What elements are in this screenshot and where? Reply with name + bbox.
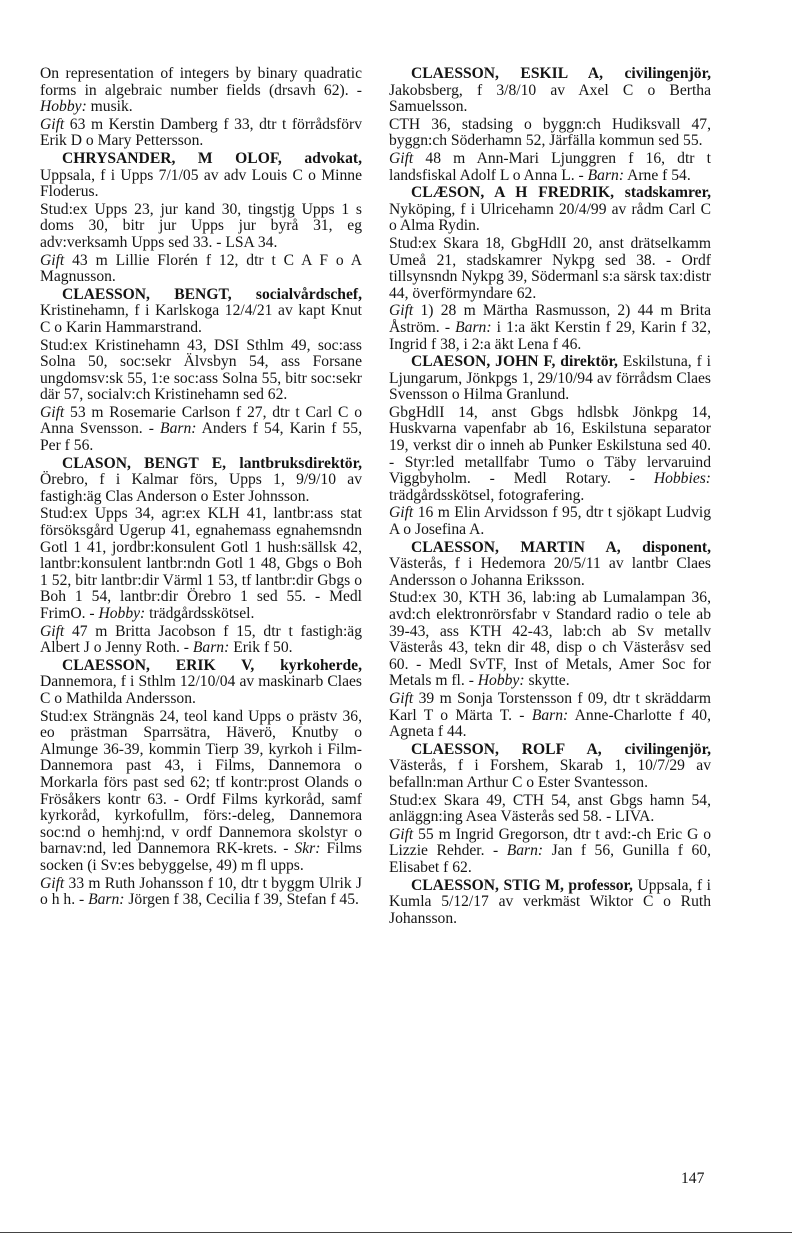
entry-text: i 1:a äkt Kerstin f 29, Karin f 32, Ingrid f 38, i 2:a äkt Lena f 46.: [389, 318, 711, 353]
biography-entry: [389, 354, 711, 404]
entry-heading: CLAESSON, STIG M, professor,: [411, 876, 633, 894]
entry-paragraph: [40, 506, 362, 622]
biography-entry: [40, 658, 362, 708]
entry-paragraph: [40, 338, 362, 404]
field-label: Hobby:: [40, 98, 87, 116]
entry-text: 48 m Ann-Mari Ljunggren f 16, dtr t landsfiskal Adolf L o Anna L. -: [389, 149, 711, 184]
field-label: Barn:: [587, 166, 625, 184]
entry-text: skytte.: [524, 672, 570, 690]
entry-paragraph: [389, 236, 711, 302]
field-label: Skr:: [294, 840, 321, 858]
field-label: Barn:: [506, 842, 544, 860]
entry-heading: CLAESSON, ESKIL A, civilingenjör,: [411, 65, 711, 82]
entry-text: Erik f 50.: [229, 639, 293, 657]
field-label: Barn:: [160, 420, 197, 438]
field-label: Hobby:: [98, 605, 146, 622]
entry-text: Stud:ex Skara 49, CTH 54, anst Gbgs hamn 54, anläggn:ing Asea Västerås sed 58. - LIVA.: [389, 791, 711, 826]
bottom-rule: [0, 1232, 792, 1233]
entry-text: musik.: [86, 98, 133, 116]
entry-text: Stud:ex 30, KTH 36, lab:ing ab Lumalampan 36, avd:ch elektronrörsfabr v Standard radio o tele ab 39-43, ass KTH 42-43, lab:ch ab Sv metallv Västerås 43, tekn dir 48, disp o ch Västeråsv sed 60. - Medl SvTF, Inst of Metals, Amer Soc for Metals m fl. -: [389, 589, 711, 690]
entry-text: trädgårdsskötsel.: [145, 605, 255, 622]
entry-text: Jakobsberg, f 3/8/10 av Axel C o Bertha Samuelsson.: [389, 81, 711, 116]
biography-entry: [40, 287, 362, 337]
entry-paragraph: [40, 202, 362, 252]
field-label: Barn:: [531, 706, 569, 724]
biography-entry: [389, 185, 711, 235]
field-label: Barn:: [88, 891, 125, 909]
biography-entry: [389, 540, 711, 590]
field-label: Hobby:: [477, 672, 525, 690]
field-label: Hobbies:: [653, 470, 711, 488]
entry-text: GbgHdlI 14, anst Gbgs hdlsbk Jönkpg 14, Huskvarna vapenfabr ab 16, Eskilstuna separator 19, verkst dir o inneh ab Punker Eskilstuna sed 40. - Styr:led metallfabr Tumo o Täby lervaruind Viggbyholm. - Medl Rotary. -: [389, 403, 711, 488]
biography-entry: [389, 742, 711, 792]
entry-paragraph: [389, 691, 711, 741]
entry-text: 33 m Ruth Johansson f 10, dtr t byggm Ulrik J o h h. -: [40, 874, 362, 909]
entry-text: Films socken (i Sv:es bebyggelse, 49) m fl upps.: [40, 840, 363, 874]
entry-text: CTH 36, stadsing o byggn:ch Hudiksvall 47, byggn:ch Söderhamn 52, Järfälla kommun sed 55.: [389, 115, 711, 150]
entry-heading: CLAESSON, ERIK V, kyrkoherde,: [62, 656, 362, 674]
biography-entry: [40, 456, 362, 506]
entry-text: Kristinehamn, f i Karlskoga 12/4/21 av kapt Knut C o Karin Hammarstrand.: [40, 302, 362, 336]
entry-text: Stud:ex Upps 23, jur kand 30, tingstjg Upps 1 s doms 30, bitr jur Upps jur byrå 31, eg adv:verksamh Upps sed 33. - LSA 34.: [40, 200, 362, 251]
entry-paragraph: [389, 405, 711, 505]
field-label: Gift: [40, 115, 65, 133]
entry-paragraph: [389, 303, 711, 353]
entry-text: Stud:ex Kristinehamn 43, DSI Sthlm 49, soc:ass Solna 50, soc:sekr Älvsbyn 54, ass Forsane ungdomsv:sk 55, 1:e soc:ass Solna 55, bitr soc:sekr där 57, socialv:ch Kristinehamn sed 62.: [40, 336, 362, 404]
right-column: [389, 66, 711, 927]
field-label: Gift: [40, 403, 65, 421]
biography-entry: [40, 151, 362, 201]
field-label: Gift: [40, 251, 65, 269]
entry-heading: CHRYSANDER, M OLOF, advokat,: [62, 149, 362, 167]
entry-heading: CLAESSON, ROLF A, civilingenjör,: [411, 740, 711, 758]
entry-text: Stud:ex Strängnäs 24, teol kand Upps o prästv 36, eo prästman Sparrsätra, Häverö, Knutby o Almunge 36-39, kommin Tierp 39, kyrkoh i Film-Dannemora past 43, i Films, Dannemora o Morkarla förs past sed 62; tf kontr:prost Olands o Frösåkers kontr 63. - Ordf Films kyrkoråd, samf kyrkoråd, kyrkofullm, förs:-deleg, Dannemora soc:nd o hemhj:nd, v ordf Dannemora skolstyr o barnav:nd, led Dannemora RK-krets. -: [40, 707, 362, 858]
entry-heading: CLAESON, JOHN F, direktör,: [411, 353, 618, 371]
biography-entry: [389, 66, 711, 116]
entry-heading: CLAESSON, MARTIN A, disponent,: [411, 538, 711, 556]
entry-paragraph: [40, 876, 362, 909]
entry-paragraph: [389, 117, 711, 150]
field-label: Gift: [40, 874, 65, 892]
entry-text: Uppsala, f i Upps 7/1/05 av adv Louis C o Minne Floderus.: [40, 166, 362, 201]
entry-text: 63 m Kerstin Damberg f 33, dtr t förrådsförv Erik D o Mary Pettersson.: [40, 115, 362, 150]
entry-text: Örebro, f i Kalmar förs, Upps 1, 9/9/10 av fastigh:äg Clas Anderson o Ester Johnsson.: [40, 471, 362, 505]
entry-text: Västerås, f i Hedemora 20/5/11 av lantbr Claes Andersson o Johanna Eriksson.: [389, 555, 711, 589]
entry-paragraph: [40, 117, 362, 150]
entry-text: Stud:ex Upps 34, agr:ex KLH 41, lantbr:ass stat försöksgård Ugerup 41, egnahemass egnahemsndn Gotl 1 41, jordbr:konsulent Gotl 1 hush:sällsk 42, lantbr:konsulent lantbr:ndn Gotl 1 48, Gbgs o Boh 1 52, bitr lantbr:dir Värml 1 53, tf lantbr:dir Gbgs o Boh 1 54, lantbr:dir Örebro 1 sed 55. - Medl FrimO. -: [40, 505, 362, 622]
entry-text: Uppsala, f i Kumla 5/12/17 av verkmäst Wiktor C o Ruth Johansson.: [389, 876, 711, 927]
entry-text: Arne f 54.: [624, 166, 691, 184]
entry-text: 53 m Rosemarie Carlson f 27, dtr t Carl C o Anna Svensson. -: [40, 403, 362, 438]
entry-paragraph: [389, 793, 711, 826]
entry-text: Jörgen f 38, Cecilia f 39, Stefan f 45.: [124, 891, 359, 909]
entry-text: On representation of integers by binary quadratic forms in algebraic number fields (drsavh 62). -: [40, 65, 362, 99]
entry-heading: CLÆSON, A H FREDRIK, stadskamrer,: [411, 184, 711, 202]
field-label: Barn:: [455, 318, 492, 336]
entry-text: Västerås, f i Forshem, Skarab 1, 10/7/29 av befalln:man Arthur C o Ester Svantesson.: [389, 757, 711, 791]
entry-text: 55 m Ingrid Gregorson, dtr t avd:-ch Eric G o Lizzie Rehder. -: [389, 825, 711, 860]
entry-text: Nyköping, f i Ulricehamn 20/4/99 av rådm Carl C o Alma Rydin.: [389, 200, 711, 235]
entry-text: Stud:ex Skara 18, GbgHdlI 20, anst drätselkamm Umeå 21, stadskamrer Nykpg sed 38. - Ordf tillsynsndn Nykpg 39, Södermanl s:a särsk tax:distr 44, överförmyndare 62.: [389, 234, 711, 302]
entry-paragraph: [389, 505, 711, 538]
entry-text: 39 m Sonja Torstensson f 09, dtr t skräddarm Karl T o Märta T. -: [389, 689, 711, 724]
field-label: Gift: [389, 825, 414, 843]
entry-text: Anne-Charlotte f 40, Agneta f 44.: [389, 706, 711, 741]
page-number: 147: [681, 1170, 705, 1187]
entry-heading: CLASON, BENGT E, lantbruksdirektör,: [62, 454, 362, 472]
biography-entry: [389, 878, 711, 928]
entry-text: 47 m Britta Jacobson f 15, dtr t fastigh:äg Albert J o Jenny Roth. -: [40, 622, 362, 657]
entry-text: Jan f 56, Gunilla f 60, Elisabet f 62.: [389, 842, 711, 876]
entry-text: Eskilstuna, f i Ljungarum, Jönkpgs 1, 29/10/94 av förrådsm Claes Svensson o Hilma Granlund.: [389, 353, 711, 404]
entry-text: Anders f 54, Karin f 55, Per f 56.: [40, 420, 362, 455]
field-label: Gift: [389, 302, 414, 320]
entry-text: 1) 28 m Märtha Rasmusson, 2) 44 m Brita Åström. -: [389, 302, 711, 336]
entry-paragraph: [40, 66, 362, 116]
field-label: Gift: [389, 689, 414, 707]
entry-text: Dannemora, f i Sthlm 12/10/04 av maskinarb Claes C o Mathilda Andersson.: [40, 673, 362, 707]
entry-heading: CLAESSON, BENGT, socialvårdschef,: [62, 285, 362, 303]
entry-paragraph: [40, 709, 362, 875]
field-label: Gift: [389, 504, 414, 522]
entry-paragraph: [40, 405, 362, 455]
left-column: [40, 66, 362, 909]
entry-text: 16 m Elin Arvidsson f 95, dtr t sjökapt Ludvig A o Josefina A.: [389, 504, 711, 539]
entry-paragraph: [389, 590, 711, 690]
entry-text: trädgårdsskötsel, fotografering.: [389, 486, 585, 504]
entry-paragraph: [40, 624, 362, 657]
entry-text: 43 m Lillie Florén f 12, dtr t C A F o A Magnusson.: [40, 251, 362, 286]
entry-paragraph: [389, 827, 711, 877]
entry-paragraph: [389, 151, 711, 184]
field-label: Gift: [389, 149, 414, 167]
field-label: Gift: [40, 622, 65, 640]
entry-paragraph: [40, 253, 362, 286]
field-label: Barn:: [192, 639, 230, 657]
